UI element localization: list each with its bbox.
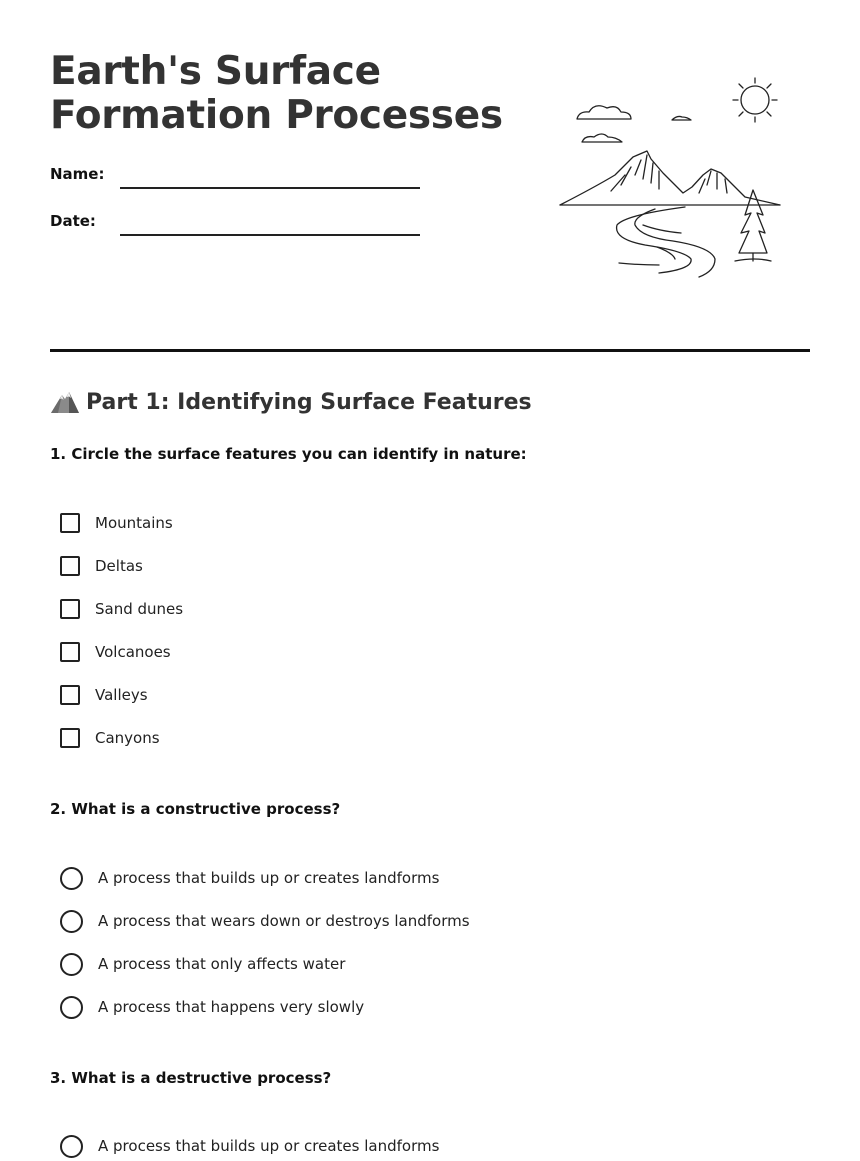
name-field-line[interactable] <box>120 187 420 189</box>
option-label: A process that wears down or destroys landforms <box>98 912 470 930</box>
option-mountains[interactable] <box>60 511 173 535</box>
option-canyons[interactable] <box>60 726 160 750</box>
checkbox[interactable] <box>60 513 80 533</box>
section-divider <box>50 349 810 352</box>
option-label: A process that only affects water <box>98 955 346 973</box>
q2-option-builds-up[interactable] <box>60 866 439 890</box>
q2-option-wears-down[interactable] <box>60 909 470 933</box>
radio-button[interactable] <box>60 867 83 890</box>
checkbox[interactable] <box>60 642 80 662</box>
option-label: Mountains <box>95 514 173 532</box>
option-label: A process that happens very slowly <box>98 998 365 1016</box>
worksheet-title <box>50 50 503 138</box>
radio-button[interactable] <box>60 1135 83 1158</box>
part-1-title: Part 1: Identifying Surface Features <box>86 390 532 415</box>
option-valleys[interactable] <box>60 683 148 707</box>
radio-button[interactable] <box>60 953 83 976</box>
option-label: Valleys <box>95 686 148 704</box>
mountain-icon <box>50 389 80 415</box>
radio-button[interactable] <box>60 910 83 933</box>
option-label: Canyons <box>95 729 160 747</box>
question-1: 1. Circle the surface features you can identify in nature: <box>50 445 527 463</box>
checkbox[interactable] <box>60 556 80 576</box>
option-label: A process that builds up or creates landforms <box>98 869 440 887</box>
title-line-2: Formation Processes <box>50 93 503 138</box>
question-2: 2. What is a constructive process? <box>50 800 341 818</box>
radio-button[interactable] <box>60 996 83 1019</box>
checkbox[interactable] <box>60 728 80 748</box>
checkbox[interactable] <box>60 685 80 705</box>
date-label: Date: <box>50 212 96 230</box>
option-label: Volcanoes <box>95 643 171 661</box>
question-3: 3. What is a destructive process? <box>50 1069 332 1087</box>
date-field-line[interactable] <box>120 234 420 236</box>
name-label: Name: <box>50 165 105 183</box>
q2-option-water[interactable] <box>60 952 345 976</box>
option-sand-dunes[interactable] <box>60 597 183 621</box>
q3-option-builds-up[interactable] <box>60 1134 439 1158</box>
option-volcanoes[interactable] <box>60 640 171 664</box>
part-1-heading <box>50 389 532 415</box>
checkbox[interactable] <box>60 599 80 619</box>
q2-option-slowly[interactable] <box>60 995 364 1019</box>
title-line-1: Earth's Surface <box>50 49 381 94</box>
option-label: Deltas <box>95 557 143 575</box>
option-deltas[interactable] <box>60 554 143 578</box>
option-label: Sand dunes <box>95 600 184 618</box>
landscape-illustration-icon <box>555 75 785 285</box>
option-label: A process that builds up or creates landforms <box>98 1137 440 1155</box>
